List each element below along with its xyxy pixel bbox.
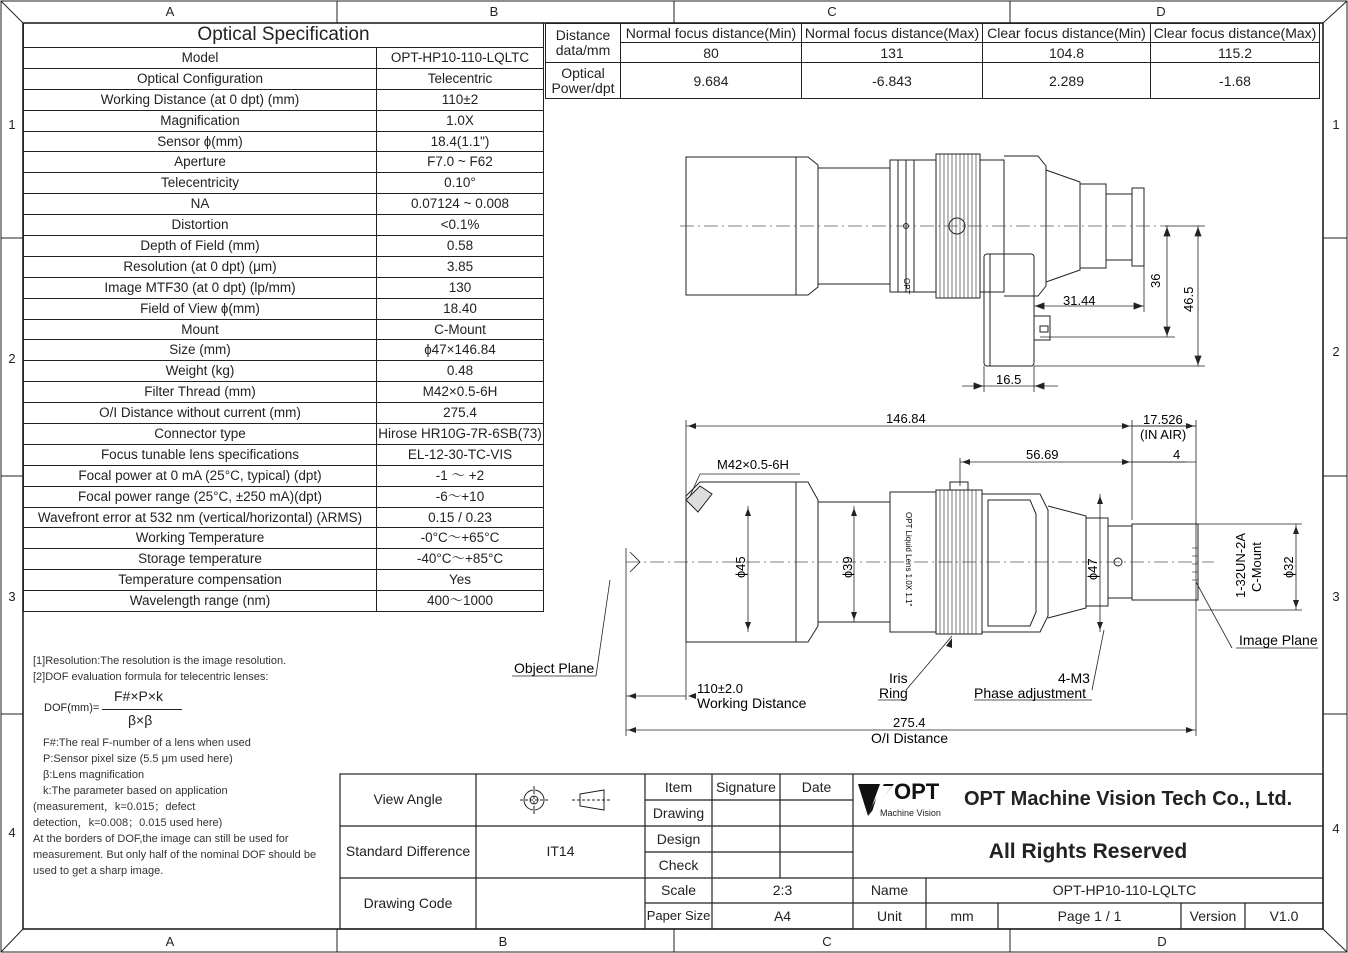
note-dof: [2]DOF evaluation formula for telecentric lenses:: [33, 671, 269, 683]
power-value-1: 9.684: [621, 63, 802, 99]
view-angle-label: View Angle: [373, 791, 443, 807]
dim-32-label: ɸ32: [1281, 556, 1296, 578]
note-resolution: [1]Resolution:The resolution is the image resolution.: [33, 655, 287, 667]
working-distance-label: Working Distance: [697, 695, 807, 711]
spec-value: -1 ～ +2: [377, 465, 544, 486]
dof-formula-numerator: F#×P×k: [114, 688, 164, 704]
view-angle-symbol: [520, 786, 610, 814]
spec-label: Size (mm): [24, 340, 377, 361]
zone-col-d-top: D: [1156, 4, 1166, 19]
spec-value: -40°C～+85°C: [377, 549, 544, 570]
ring-label: Ring: [879, 685, 908, 701]
spec-label: Magnification: [24, 110, 377, 131]
in-air-label: (IN AIR): [1140, 427, 1187, 442]
power-value-4: -1.68: [1151, 63, 1320, 99]
dist-value-1: 80: [621, 43, 802, 63]
spec-value: 18.40: [377, 298, 544, 319]
spec-title: Optical Specification: [24, 23, 544, 48]
spec-value: Hirose HR10G-7R-6SB(73): [377, 424, 544, 445]
spec-value: 110±2: [377, 89, 544, 110]
standard-difference-value: IT14: [546, 843, 575, 859]
zone-row-4-left: 4: [8, 825, 16, 840]
spec-label: Wavelength range (nm): [24, 591, 377, 612]
spec-value: <0.1%: [377, 215, 544, 236]
spec-label: Storage temperature: [24, 549, 377, 570]
dim-56-69-label: 56.69: [1026, 447, 1059, 462]
oi-distance-label: O/I Distance: [871, 730, 949, 746]
scale-label: Scale: [660, 882, 697, 898]
spec-value: -6～+10: [377, 486, 544, 507]
spec-label: Connector type: [24, 424, 377, 445]
spec-value: 0.15 / 0.23: [377, 507, 544, 528]
dist-header-2: Normal focus distance(Max): [802, 24, 983, 43]
spec-value: 130: [377, 277, 544, 298]
zone-col-b-bottom: B: [498, 934, 508, 949]
spec-label: Working Temperature: [24, 528, 377, 549]
dist-value-2: 131: [802, 43, 983, 63]
object-plane-label: Object Plane: [514, 660, 595, 676]
zone-col-c-top: C: [827, 4, 837, 19]
zone-col-a-bottom: A: [165, 934, 175, 949]
def-k-defect: detection，k=0.008；0.015 used here): [33, 817, 223, 829]
zone-col-c-bottom: C: [822, 934, 832, 949]
def-border-2: measurement. But only half of the nominal DOF should be: [33, 849, 317, 861]
top-connector-box: [984, 254, 1034, 366]
design-row-label: Design: [656, 831, 701, 847]
lens-body-text: OPT Liquid Lens 1.0X 1.1": [904, 512, 913, 607]
dim-16-5-label: 16.5: [996, 372, 1022, 387]
rights-text: All Rights Reserved: [988, 840, 1188, 863]
company-name: OPT Machine Vision Tech Co., Ltd.: [964, 788, 1293, 810]
dist-header-3: Clear focus distance(Min): [983, 24, 1151, 43]
dim-45-label: ɸ45: [733, 556, 748, 578]
paper-size-value: A4: [773, 908, 792, 924]
zone-row-4-right: 4: [1332, 821, 1340, 836]
power-label-b: Power/dpt: [551, 79, 615, 96]
dim-47-label: ɸ47: [1085, 558, 1100, 580]
distance-label-b: data/mm: [555, 42, 611, 58]
dim-146-84-label: 146.84: [886, 411, 926, 426]
spec-value: -0°C～+65°C: [377, 528, 544, 549]
date-header: Date: [801, 779, 832, 795]
spec-value: 3.85: [377, 256, 544, 277]
phase-adjustment-label: Phase adjustment: [974, 685, 1087, 701]
zone-row-1-left: 1: [8, 117, 16, 132]
top-c-mount: [1132, 188, 1144, 266]
spec-label: Resolution (at 0 dpt) (μm): [24, 256, 377, 277]
oi-distance-value: 275.4: [893, 715, 926, 730]
power-value-3: 2.289: [983, 63, 1151, 99]
zone-row-1-right: 1: [1332, 117, 1340, 132]
spec-value: 0.48: [377, 361, 544, 382]
spec-label: Telecentricity: [24, 173, 377, 194]
dim-46-5-label: 46.5: [1181, 286, 1196, 312]
dof-formula-denominator: β×β: [128, 712, 153, 728]
zone-row-2-left: 2: [8, 351, 16, 366]
spec-label: Focal power at 0 mA (25°C, typical) (dpt): [24, 465, 377, 486]
m3-label: 4-M3: [1058, 670, 1090, 686]
dim-36-label: 36: [1148, 273, 1163, 288]
zone-col-b-top: B: [489, 4, 499, 19]
spec-label: Image MTF30 (at 0 dpt) (lp/mm): [24, 277, 377, 298]
power-value-2: -6.843: [802, 63, 983, 99]
mount-type-label: C-Mount: [1249, 542, 1264, 592]
spec-value: Yes: [377, 570, 544, 591]
logo-text: OPT: [894, 779, 940, 804]
dim-39-label: ɸ39: [840, 556, 855, 578]
spec-value: C-Mount: [377, 319, 544, 340]
filter-thread-label: M42×0.5-6H: [717, 457, 789, 472]
spec-value: 1.0X: [377, 110, 544, 131]
spec-label: Temperature compensation: [24, 570, 377, 591]
spec-value: 0.07124 ~ 0.008: [377, 194, 544, 215]
power-label-a: Optical: [561, 64, 605, 81]
page-number: Page 1 / 1: [1057, 908, 1122, 924]
def-beta: β:Lens magnification: [43, 769, 145, 781]
spec-value: OPT-HP10-110-LQLTC: [377, 48, 544, 69]
dist-header-4: Clear focus distance(Max): [1151, 24, 1320, 43]
top-body-text: OPT: [902, 278, 911, 295]
spec-value: F7.0 ~ F62: [377, 152, 544, 173]
spec-label: Sensor ɸ(mm): [24, 131, 377, 152]
working-distance-value: 110±2.0: [697, 681, 743, 696]
signature-header: Signature: [716, 779, 776, 795]
zone-row-2-right: 2: [1332, 344, 1340, 359]
logo-subtitle: Machine Vision: [880, 808, 941, 818]
unit-value: mm: [950, 908, 974, 924]
spec-label: Weight (kg): [24, 361, 377, 382]
spec-label: O/I Distance without current (mm): [24, 403, 377, 424]
dim-31-44-label: 31.44: [1063, 293, 1096, 308]
distance-label-a: Distance: [555, 27, 611, 43]
spec-value: 275.4: [377, 403, 544, 424]
spec-label: Model: [24, 48, 377, 69]
unit-label: Unit: [877, 908, 902, 924]
version-value: V1.0: [1269, 908, 1299, 924]
iris-label: Iris: [889, 670, 908, 686]
mount-thread-label: 1-32UN-2A: [1233, 532, 1248, 598]
def-border-1: At the borders of DOF,the image can still be used for: [33, 833, 289, 845]
spec-value: Telecentric: [377, 68, 544, 89]
filter-thread-hatch: [686, 486, 712, 512]
paper-size-label: Paper Size: [646, 908, 711, 923]
drawing-row-label: Drawing: [652, 805, 705, 821]
spec-value: M42×0.5-6H: [377, 382, 544, 403]
dim-17-526-label: 17.526: [1143, 412, 1183, 427]
version-label: Version: [1189, 908, 1237, 924]
spec-label: NA: [24, 194, 377, 215]
standard-difference-label: Standard Difference: [345, 843, 471, 859]
bottom-ring-knob: [950, 482, 968, 490]
spec-label: Field of View ɸ(mm): [24, 298, 377, 319]
spec-label: Filter Thread (mm): [24, 382, 377, 403]
drawing-code-label: Drawing Code: [363, 895, 453, 911]
spec-label: Distortion: [24, 215, 377, 236]
check-row-label: Check: [658, 857, 699, 873]
bottom-rear-housing: [982, 494, 1048, 632]
spec-value: 0.10°: [377, 173, 544, 194]
zone-col-a-top: A: [165, 4, 175, 19]
image-plane-label: Image Plane: [1239, 632, 1318, 648]
spec-label: Optical Configuration: [24, 68, 377, 89]
def-k: k:The parameter based on application: [43, 785, 228, 797]
spec-value: 400～1000: [377, 591, 544, 612]
dist-value-4: 115.2: [1151, 43, 1320, 63]
zone-row-3-left: 3: [8, 589, 16, 604]
def-k-measurement: (measurement，k=0.015；defect: [33, 801, 196, 813]
item-header: Item: [664, 779, 693, 795]
zone-col-d-bottom: D: [1157, 934, 1167, 949]
name-label: Name: [870, 882, 909, 898]
spec-label: Wavefront error at 532 nm (vertical/horizontal) (λRMS): [24, 507, 377, 528]
dist-value-3: 104.8: [983, 43, 1151, 63]
dist-header-1: Normal focus distance(Min): [621, 24, 802, 43]
dof-formula-lhs: DOF(mm)=: [44, 702, 100, 714]
zone-row-3-right: 3: [1332, 589, 1340, 604]
def-fnumber: F#:The real F-number of a lens when used: [43, 737, 251, 749]
def-pixel: P:Sensor pixel size (5.5 μm used here): [43, 753, 233, 765]
spec-value: ɸ47×146.84: [377, 340, 544, 361]
spec-value: EL-12-30-TC-VIS: [377, 444, 544, 465]
spec-label: Focus tunable lens specifications: [24, 444, 377, 465]
spec-value: 0.58: [377, 236, 544, 257]
scale-value: 2:3: [772, 882, 793, 898]
spec-label: Working Distance (at 0 dpt) (mm): [24, 89, 377, 110]
name-value: OPT-HP10-110-LQLTC: [1052, 882, 1197, 898]
def-border-3: used to get a sharp image.: [33, 865, 164, 877]
spec-label: Depth of Field (mm): [24, 236, 377, 257]
spec-value: 18.4(1.1"): [377, 131, 544, 152]
dim-4-label: 4: [1173, 447, 1181, 462]
spec-label: Aperture: [24, 152, 377, 173]
spec-label: Mount: [24, 319, 377, 340]
spec-label: Focal power range (25°C, ±250 mA)(dpt): [24, 486, 377, 507]
